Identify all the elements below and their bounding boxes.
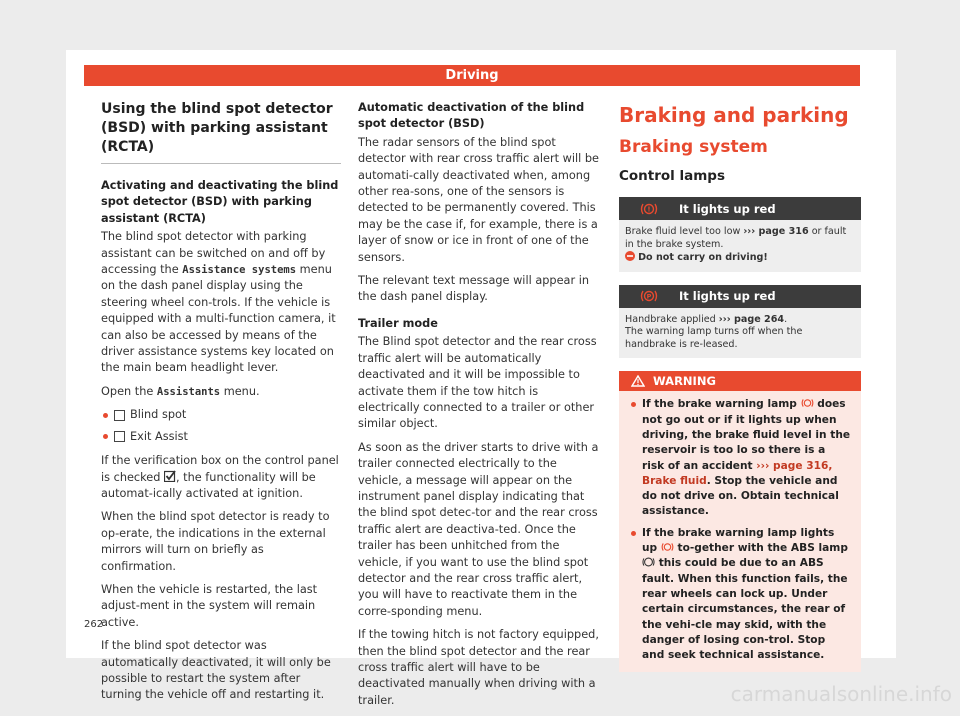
brake-warning-icon: [801, 398, 814, 408]
paragraph: The radar sensors of the blind spot detector with rear cross traffic alert will be automati-cally deactivated when, among other rea-sons, one of the sensors is detected to be permanently covered. This may be the case if, for example, there is a layer of snow or ice in front of one of the sensors.: [358, 135, 599, 264]
stop-warning: Do not carry on driving!: [638, 252, 768, 264]
subsection-title: Control lamps: [619, 168, 726, 184]
subheading: Trailer mode: [358, 316, 438, 330]
bullet-icon: [631, 531, 636, 536]
subheading: Automatic deactivation of the blind spot detector (BSD): [358, 101, 585, 131]
menu-name: Assistants: [156, 385, 221, 398]
bullet-icon: [103, 413, 108, 418]
warning-item: If the brake warning lamp lights up to-gether with the ABS lamp this could be due to an ABS fault. When this function fails, the rear wheels can lock up. Under certain circumstances, the rear of the vehi-cle may skid, with the danger of losing con-trol. Stop and seek technical assistance.: [619, 520, 861, 664]
brake-warning-icon: [661, 542, 674, 552]
section-heading: Using the blind spot detector (BSD) with parking assistant (RCTA): [101, 100, 341, 164]
lamp-header: P It lights up red: [619, 285, 861, 308]
brake-warning-icon: [619, 202, 679, 216]
paragraph: The relevant text message will appear in the dash panel display.: [358, 274, 589, 304]
svg-text:P: P: [646, 292, 652, 301]
checkbox-icon: [114, 431, 125, 442]
menu-name: Assistance systems: [182, 264, 297, 277]
warning-triangle-icon: [631, 375, 645, 387]
lamp-description: Handbrake applied ››› page 264. The warning lamp turns off when the handbrake is re-leased.: [619, 308, 861, 359]
checked-box-icon: [164, 470, 176, 482]
warning-item: If the brake warning lamp does not go out or if it lights up when driving, the brake fluid level in the reservoir is too lo so there is a risk of an accident ››› page 316, Brake fluid. Stop the vehicle and do not drive on. Obtain technical assistance.: [619, 391, 861, 519]
paragraph: If the verification box on the control panel is checked , the functionality will be automat-ically activated at ignition.: [101, 454, 339, 500]
handbrake-icon: [619, 289, 679, 303]
paragraph: If the towing hitch is not factory equipped, then the blind spot detector and the rear cross traffic alert will have to be deactivated manually when driving with a trailer.: [358, 628, 599, 707]
section-header: Driving: [84, 65, 860, 86]
list-item: Blind spot: [101, 407, 341, 423]
column-left: [101, 100, 341, 711]
abs-icon: [642, 557, 655, 567]
bullet-icon: [631, 402, 636, 407]
checkbox-icon: [114, 410, 125, 421]
paragraph: The blind spot detector with parking assistant can be switched on and off by accessing the Assistance systems menu on the dash panel display using the steering wheel con-trols. If the vehicle is equipped with a multi-function camera, it can also be accessed by means of the driver assistance systems key located on the main beam headlight lever.: [101, 230, 336, 375]
page-reference-link[interactable]: ››› page 316: [743, 226, 809, 238]
section-title: Braking system: [619, 137, 768, 157]
list-item: Exit Assist: [101, 429, 341, 445]
paragraph: When the blind spot detector is ready to op-erate, the indications in the external mirrors will turn on briefly as confirmation.: [101, 510, 330, 573]
lamp-header: ! It lights up red: [619, 197, 861, 220]
svg-text:!: !: [647, 205, 651, 214]
bullet-icon: [103, 434, 108, 439]
page-number: 262: [84, 619, 104, 630]
subheading: Activating and deactivating the blind spot detector (BSD) with parking assistant (RCTA): [101, 179, 339, 225]
paragraph: Open the Assistants menu.: [101, 384, 260, 398]
paragraph: The Blind spot detector and the rear cross traffic alert will be automatically deactivated and it will be impossible to activate them if the tow hitch is electrically connected to a trailer or other similar object.: [358, 335, 597, 431]
page-reference-link[interactable]: ››› page 316, Brake fluid: [642, 459, 833, 487]
page-reference-link[interactable]: ››› page 264: [718, 313, 785, 325]
column-middle: [358, 100, 600, 716]
warning-header: WARNING: [619, 371, 861, 391]
paragraph: When the vehicle is restarted, the last adjust-ment in the system will remain active.: [101, 582, 318, 629]
lamp-description: Brake fluid level too low ››› page 316 or fault in the brake system. Do not carry on driving!: [619, 220, 861, 272]
chapter-title: Braking and parking: [619, 103, 849, 127]
stop-icon: [625, 251, 635, 261]
paragraph: As soon as the driver starts to drive with a trailer connected electrically to the vehicle, a message will appear on the instrument panel display indicating that the blind spot detec-tor and the rear cross traffic alert are deactiva-ted. Once the trailer has been unhitched from the vehicle, if you want to use the blind spot detector and the rear cross traffic alert, you will have to reactivate them in the corre-sponding menu.: [358, 440, 599, 618]
warning-box: [619, 371, 861, 672]
paragraph: If the blind spot detector was automatically deactivated, it will only be possible to restart the system after turning the vehicle off and restarting it.: [101, 639, 331, 702]
watermark: carmanualsonline.info: [730, 682, 952, 706]
column-right: [619, 100, 861, 672]
